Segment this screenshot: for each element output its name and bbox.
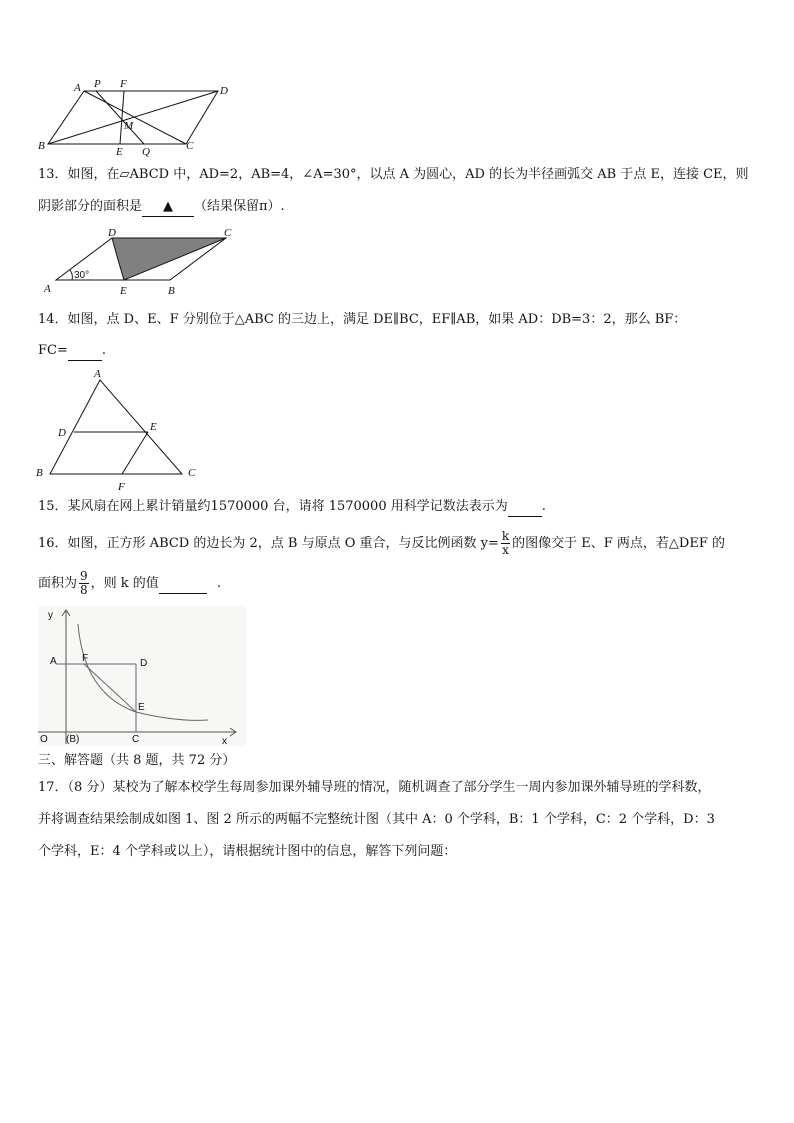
q15-line: [38, 498, 546, 517]
label-E: E: [116, 146, 123, 157]
q13-line2-post: （结果保留π）.: [194, 199, 285, 214]
q16-label-D: D: [140, 658, 148, 669]
q16-label-x: x: [222, 736, 227, 747]
q16-frac-den: x: [502, 543, 509, 557]
label-C: C: [186, 140, 194, 152]
q16-area-num: 9: [80, 569, 88, 583]
q13-answer-mark: ▲: [163, 199, 174, 214]
q16-label-y: y: [48, 610, 53, 621]
q16-label-C: C: [132, 734, 140, 745]
q17-line3: 个学科，E：4 个学科或以上），请根据统计图中的信息，解答下列问题：: [38, 844, 457, 859]
q16-line2-post: ，则 k 的值: [90, 576, 159, 591]
q14-label-B: B: [36, 467, 43, 479]
label-B: B: [38, 140, 45, 152]
q16-label-O: O: [40, 734, 48, 745]
figure-q13-shaded-parallelogram: [36, 224, 246, 298]
q17-line2: 并将调查结果绘制成如图 1、图 2 所示的两幅不完整统计图（其中 A：0 个学科，B：1 个学科，C：2 个学科，D：3: [38, 812, 715, 827]
figure-q12-parallelogram: [36, 75, 236, 157]
q16-fraction-k-over-x: [501, 530, 510, 557]
section-heading: 三、解答题（共 8 题，共 72 分）: [38, 753, 236, 768]
q13-line2: [38, 198, 285, 217]
q14-label-A: A: [94, 368, 101, 380]
q13-line1: 13．如图，在▱ABCD 中，AD=2，AB=4，∠A=30°，以点 A 为圆心，AD 的长为半径画弧交 AB 于点 E，连接 CE，则: [38, 167, 749, 182]
label-F: F: [120, 78, 127, 90]
q14-line1: 14．如图，点 D、E、F 分别位于△ABC 的三边上，满足 DE∥BC，EF∥AB，如果 AD：DB=3：2，那么 BF：: [38, 312, 687, 327]
label-P: P: [94, 78, 101, 90]
q17-line1: 17．（8 分）某校为了解本校学生每周参加课外辅导班的情况，随机调查了部分学生一周内参加课外辅导班的学科数，: [38, 780, 711, 795]
q13-line2-pre: 阴影部分的面积是: [38, 199, 143, 214]
q14-label-E: E: [150, 421, 157, 433]
q14-line2-pre: FC=: [38, 343, 68, 358]
q13-label-angle: 30°: [74, 270, 90, 281]
figure-q16-graph: [36, 604, 248, 748]
q14-line2: [38, 342, 106, 361]
figure-q14-triangle: [36, 364, 206, 494]
q13-label-B: B: [168, 285, 175, 297]
q16-answer-blank: [159, 575, 207, 594]
q16-line1-pre: 16．如图，正方形 ABCD 的边长为 2，点 B 与原点 O 重合，与反比例函数 y=: [38, 536, 499, 551]
q14-answer-blank: [68, 342, 102, 361]
q16-label-A: A: [50, 656, 57, 667]
label-Q: Q: [142, 146, 150, 157]
q14-label-D: D: [58, 427, 66, 439]
label-D: D: [220, 85, 228, 97]
q16-frac-num: k: [501, 529, 510, 543]
q13-answer-blank: [142, 198, 194, 217]
q16-area-den: 8: [80, 583, 88, 597]
q15-answer-blank: [508, 498, 542, 517]
q16-label-E: E: [138, 702, 145, 713]
q14-label-F: F: [118, 481, 125, 493]
label-A: A: [74, 82, 81, 94]
label-M: M: [124, 120, 134, 132]
q16-line2-end: .: [216, 576, 221, 591]
q14-line2-post: .: [101, 343, 106, 358]
q13-label-E: E: [120, 285, 127, 297]
q16-fraction-area: [79, 570, 89, 597]
q13-label-C: C: [224, 227, 232, 239]
q16-line2: [38, 570, 221, 597]
q14-label-C: C: [188, 467, 196, 479]
q16-line1-post: 的图像交于 E、F 两点，若△DEF 的: [512, 536, 725, 551]
q16-label-B: (B): [66, 734, 80, 745]
q15-text: 15．某风扇在网上累计销量约1570000 台，请将 1570000 用科学记数法表示为: [38, 499, 508, 514]
q16-line2-pre: 面积为: [38, 576, 78, 591]
q16-label-F: F: [82, 653, 89, 664]
q15-post: .: [541, 499, 546, 514]
q16-line1: [38, 530, 725, 557]
q13-label-A: A: [44, 283, 51, 295]
q13-label-D: D: [108, 227, 116, 239]
